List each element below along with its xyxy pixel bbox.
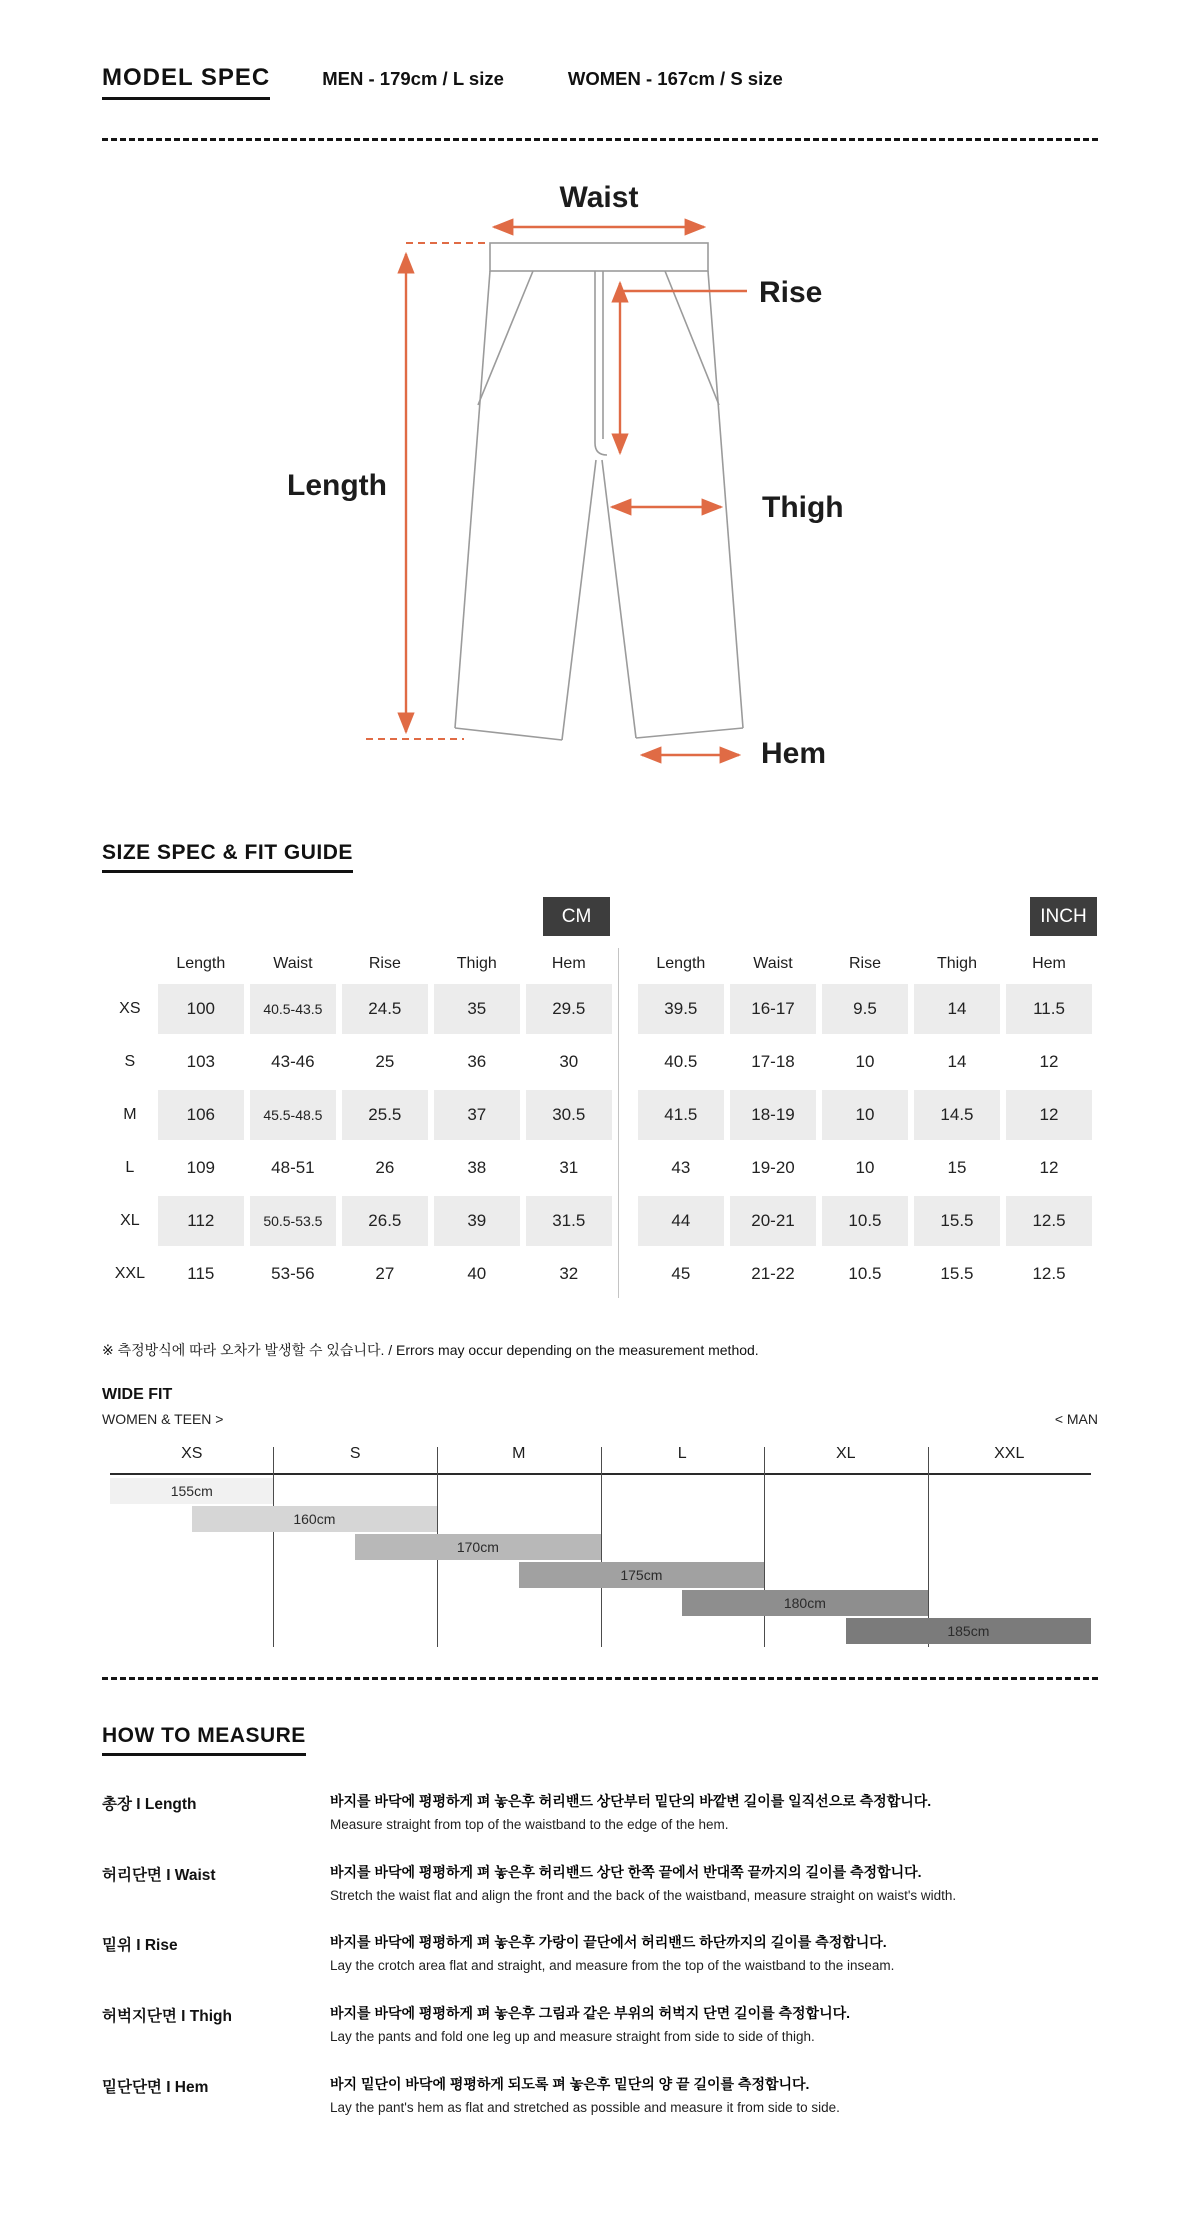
measure-description-english: Lay the crotch area flat and straight, and measure from the top of the waistband to the inseam.: [330, 1958, 895, 1974]
inch-table-header-row: [638, 947, 1092, 981]
women-teen-link[interactable]: WOMEN & TEEN >: [102, 1411, 224, 1427]
col-header-hem: Hem: [1032, 955, 1066, 972]
fit-chart-grid-line: [273, 1447, 274, 1647]
size-value-cell: 35: [434, 984, 520, 1034]
size-label-L: L: [125, 1159, 135, 1176]
size-value-cell: 10.5: [848, 1264, 882, 1283]
size-row-S: [108, 1037, 612, 1087]
size-label-XL: XL: [120, 1212, 140, 1229]
fit-chart-category-L: L: [677, 1445, 687, 1462]
size-value-cell: 106: [158, 1090, 244, 1140]
size-label-S: S: [124, 1053, 136, 1070]
size-spec-section-header: [102, 841, 1098, 873]
measure-term: 밑단단면 I Hem: [102, 2078, 209, 2096]
size-value-cell: 29.5: [526, 984, 612, 1034]
size-row-XL: [638, 1196, 1092, 1246]
fit-bar-170cm: 170cm: [355, 1534, 600, 1560]
cm-unit-badge: CM: [543, 897, 610, 936]
size-value-cell: 14.5: [914, 1090, 1000, 1140]
size-row-L: [638, 1143, 1092, 1193]
size-row-XL: [108, 1196, 612, 1246]
measure-item: [102, 1861, 1098, 1908]
cm-table-wrap: [102, 944, 618, 1302]
measure-description-korean: 바지를 바닥에 평평하게 펴 놓은후 그림과 같은 부위의 허벅지 단면 길이를 측정합니다.: [330, 2005, 851, 2022]
pants-measure-diagram: [102, 155, 1098, 785]
fit-bar-180cm: 180cm: [682, 1590, 927, 1616]
fit-bar-185cm: 185cm: [846, 1618, 1091, 1644]
fit-chart-category-M: M: [512, 1445, 526, 1462]
size-row-M: [638, 1090, 1092, 1140]
inch-unit-badge: INCH: [1030, 897, 1097, 936]
col-header-hem: Hem: [551, 955, 586, 972]
size-value-cell: 18-19: [730, 1090, 816, 1140]
how-to-measure-title: HOW TO MEASURE: [102, 1724, 306, 1756]
cm-size-table: [102, 944, 618, 1302]
pants-fly-line: [595, 271, 607, 455]
fit-chart-category-XL: XL: [835, 1445, 856, 1462]
size-value-cell: 40: [467, 1264, 487, 1283]
size-row-XXL: [108, 1249, 612, 1299]
pants-waistband: [490, 243, 708, 271]
size-value-cell: 44: [638, 1196, 724, 1246]
fit-guide-section: [102, 1386, 1098, 1647]
col-header-length: Length: [656, 955, 706, 972]
measure-item: [102, 2002, 1098, 2049]
size-value-cell: 15: [947, 1158, 967, 1177]
dashed-separator-top: [102, 138, 1098, 141]
model-spec-title: MODEL SPEC: [102, 64, 270, 100]
size-value-cell: 20-21: [730, 1196, 816, 1246]
size-value-cell: 30: [559, 1052, 579, 1071]
size-row-M: [108, 1090, 612, 1140]
how-to-measure-header: [102, 1724, 1098, 1756]
waist-label: Waist: [559, 181, 639, 214]
measurement-error-note: ※ 측정방식에 따라 오차가 발생할 수 있습니다. / Errors may occur depending on the measurement method.: [102, 1342, 759, 1358]
measure-term: 허리단면 I Waist: [102, 1866, 216, 1884]
size-value-cell: 21-22: [751, 1264, 795, 1283]
measure-description-korean: 바지를 바닥에 평평하게 펴 놓은후 허리밴드 상단부터 밑단의 바깥변 길이를 일직선으로 측정합니다.: [330, 1793, 932, 1809]
size-value-cell: 39: [434, 1196, 520, 1246]
size-value-cell: 10: [822, 1090, 908, 1140]
size-value-cell: 10: [855, 1158, 875, 1177]
size-row-XXL: [638, 1249, 1092, 1299]
size-value-cell: 31: [559, 1158, 579, 1177]
size-value-cell: 115: [187, 1264, 215, 1283]
measure-description-english: Measure straight from top of the waistband to the edge of the hem.: [330, 1816, 729, 1832]
size-value-cell: 38: [467, 1158, 487, 1177]
fit-guide-captions: [102, 1411, 1098, 1427]
pants-diagram-svg: [102, 155, 1098, 785]
size-value-cell: 12.5: [1006, 1196, 1092, 1246]
measure-term: 밑위 I Rise: [102, 1937, 178, 1955]
size-value-cell: 17-18: [751, 1052, 795, 1071]
size-value-cell: 27: [375, 1264, 395, 1283]
size-value-cell: 9.5: [822, 984, 908, 1034]
pants-pocket-left: [478, 271, 533, 405]
size-value-cell: 100: [158, 984, 244, 1034]
col-header-rise: Rise: [368, 955, 401, 972]
length-label: Length: [287, 469, 387, 502]
col-header-thigh: Thigh: [456, 955, 497, 972]
size-value-cell: 109: [186, 1158, 215, 1177]
dashed-separator-bottom: [102, 1677, 1098, 1680]
size-value-cell: 25.5: [342, 1090, 428, 1140]
model-spec-women: WOMEN - 167cm / S size: [567, 68, 783, 89]
size-value-cell: 36: [467, 1052, 487, 1071]
size-tables: [102, 944, 1098, 1302]
measure-description: [330, 1931, 1098, 1978]
size-value-cell: 30.5: [526, 1090, 612, 1140]
measure-term: 허벅지단면 I Thigh: [102, 2008, 232, 2026]
size-value-cell: 10: [855, 1052, 875, 1071]
size-value-cell: 14: [914, 984, 1000, 1034]
size-value-cell: 45.5-48.5: [250, 1090, 336, 1140]
size-row-L: [108, 1143, 612, 1193]
man-link[interactable]: < MAN: [1054, 1411, 1098, 1427]
size-spec-title: SIZE SPEC & FIT GUIDE: [102, 841, 353, 873]
fit-chart-category-XS: XS: [181, 1445, 203, 1462]
size-value-cell: 41.5: [638, 1090, 724, 1140]
fit-chart-category-XXL: XXL: [994, 1445, 1025, 1462]
measure-description-korean: 바지를 바닥에 평평하게 펴 놓은후 허리밴드 상단 한쪽 끝에서 반대쪽 끝까지의 길이를 측정합니다.: [330, 1863, 922, 1880]
measure-item: [102, 1931, 1098, 1978]
corner-cell: [108, 947, 152, 981]
size-value-cell: 103: [186, 1052, 215, 1071]
size-value-cell: 40.5: [664, 1052, 698, 1071]
thigh-label: Thigh: [762, 491, 844, 524]
size-value-cell: 37: [434, 1090, 520, 1140]
measure-instruction-list: [102, 1790, 1098, 2120]
size-row-XS: [108, 984, 612, 1034]
size-label-XXL: XXL: [114, 1265, 145, 1282]
size-value-cell: 32: [559, 1264, 579, 1283]
fit-chart: [110, 1443, 1091, 1647]
size-value-cell: 19-20: [751, 1158, 795, 1177]
measure-description-english: Lay the pant's hem as flat and stretched as possible and measure it from side to side.: [330, 2099, 840, 2115]
measure-description: [330, 1861, 1098, 1908]
fit-chart-grid-line: [764, 1447, 765, 1647]
measure-item: [102, 2073, 1098, 2120]
size-value-cell: 12: [1039, 1052, 1059, 1071]
col-header-length: Length: [176, 955, 226, 972]
size-value-cell: 26.5: [342, 1196, 428, 1246]
model-spec-men: MEN - 179cm / L size: [322, 68, 504, 89]
model-spec-header: [102, 0, 1098, 100]
size-row-XS: [638, 984, 1092, 1034]
measure-item: [102, 1790, 1098, 1837]
inch-table-wrap: [619, 944, 1098, 1302]
size-value-cell: 12: [1039, 1158, 1059, 1177]
fit-chart-category-S: S: [349, 1445, 361, 1462]
size-value-cell: 39.5: [638, 984, 724, 1034]
measure-term: 총장 I Length: [102, 1796, 197, 1813]
size-value-cell: 26: [375, 1158, 395, 1177]
measure-description: [330, 2002, 1098, 2049]
size-value-cell: 12.5: [1032, 1264, 1066, 1283]
size-value-cell: 15.5: [914, 1196, 1000, 1246]
col-header-waist: Waist: [753, 955, 793, 972]
size-value-cell: 16-17: [730, 984, 816, 1034]
col-header-waist: Waist: [273, 955, 313, 972]
measure-description-english: Stretch the waist flat and align the front and the back of the waistband, measure straight on waist's width.: [330, 1887, 957, 1903]
size-value-cell: 45: [671, 1264, 691, 1283]
hem-label: Hem: [761, 737, 827, 770]
cm-table-header-row: [108, 947, 612, 981]
measure-description-korean: 바지를 바닥에 평평하게 펴 놓은후 가랑이 끝단에서 허리밴드 하단까지의 길이를 측정합니다.: [330, 1934, 887, 1951]
fit-chart-grid-line: [928, 1447, 929, 1647]
rise-label: Rise: [759, 276, 823, 309]
size-value-cell: 50.5-53.5: [250, 1196, 336, 1246]
size-value-cell: 12: [1006, 1090, 1092, 1140]
fit-bar-155cm: 155cm: [110, 1478, 273, 1504]
size-value-cell: 15.5: [940, 1264, 974, 1283]
measure-description: [330, 2073, 1098, 2120]
unit-badges-row: [102, 897, 1098, 936]
fit-chart-grid-line: [601, 1447, 602, 1647]
size-label-M: M: [123, 1106, 137, 1123]
size-value-cell: 24.5: [342, 984, 428, 1034]
size-value-cell: 11.5: [1006, 984, 1092, 1034]
measure-description: [330, 1790, 1098, 1837]
measure-description-korean: 바지 밑단이 바닥에 평평하게 되도록 펴 놓은후 밑단의 양 끝 길이를 측정합니다.: [330, 2075, 810, 2092]
col-header-rise: Rise: [848, 955, 881, 972]
fit-bar-160cm: 160cm: [192, 1506, 437, 1532]
size-value-cell: 40.5-43.5: [250, 984, 336, 1034]
fit-bar-175cm: 175cm: [519, 1562, 764, 1588]
size-value-cell: 14: [947, 1052, 967, 1071]
size-value-cell: 112: [158, 1196, 244, 1246]
fit-guide-title: WIDE FIT: [102, 1386, 173, 1403]
size-row-S: [638, 1037, 1092, 1087]
size-value-cell: 43-46: [271, 1052, 315, 1071]
size-value-cell: 48-51: [271, 1158, 315, 1177]
size-value-cell: 10.5: [822, 1196, 908, 1246]
size-value-cell: 43: [671, 1158, 691, 1177]
size-label-XS: XS: [119, 1000, 141, 1017]
size-value-cell: 31.5: [526, 1196, 612, 1246]
measure-description-english: Lay the pants and fold one leg up and measure straight from side to side of thigh.: [330, 2029, 815, 2044]
size-value-cell: 25: [375, 1052, 395, 1071]
inch-size-table: [632, 944, 1098, 1302]
col-header-thigh: Thigh: [936, 955, 977, 972]
pants-outline: [455, 243, 743, 740]
size-value-cell: 53-56: [271, 1264, 315, 1283]
